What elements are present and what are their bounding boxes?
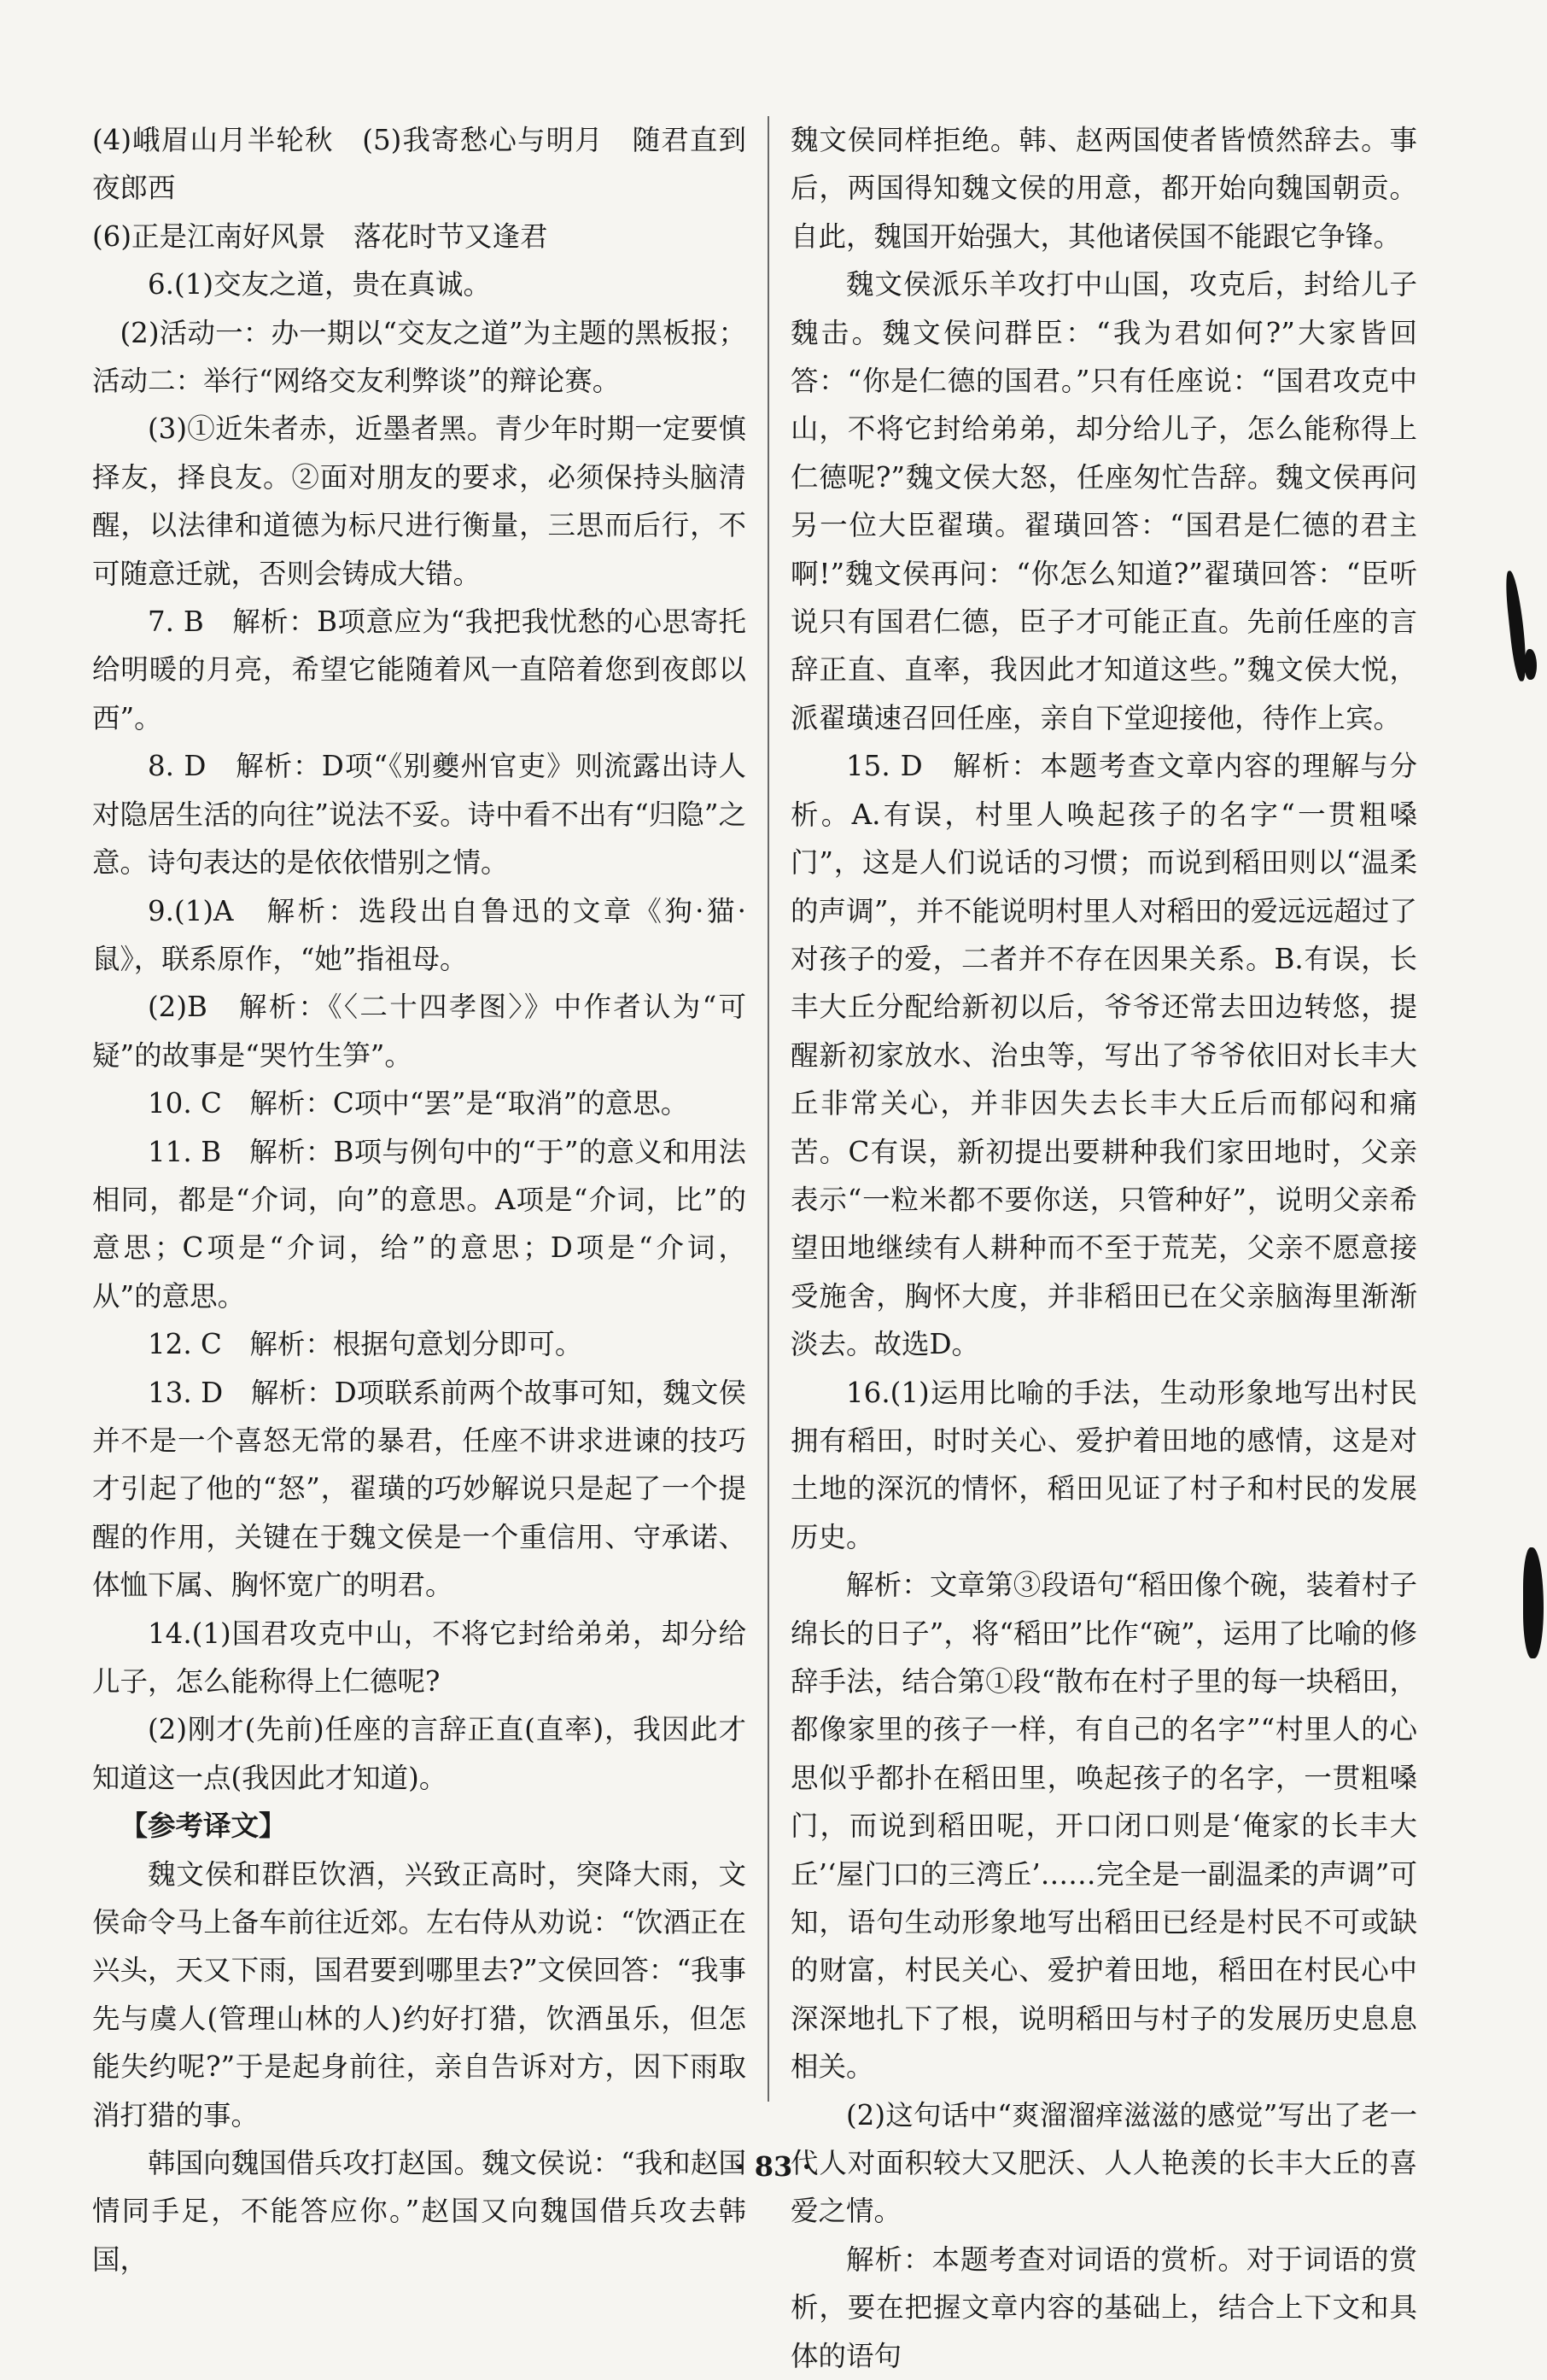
ink-mark <box>1525 649 1537 680</box>
column-divider <box>768 116 769 2102</box>
answer-10: 10. C 解析：C项中“罢”是“取消”的意思。 <box>148 1087 689 1120</box>
answer-line: (6)正是江南好风景 落花时节又逢君 <box>92 219 548 253</box>
answer-16-1: 16.(1)运用比喻的手法，生动形象地写出村民拥有稻田，时时关心、爱护着田地的感情，这是对土地的深沉的情怀，稻田见证了村子和村民的发展历史。 <box>791 1376 1417 1553</box>
translation-heading: 【参考译文】 <box>120 1810 287 1843</box>
answer-6-3: (3)①近朱者赤，近墨者黑。青少年时期一定要慎择友，择良友。②面对朋友的要求，必须保持头脑清醒，以法律和道德为标尺进行衡量，三思而后行，不可随意迁就，否则会铸成大错。 <box>92 412 746 590</box>
answer-16-2-analysis: 解析：本题考查对词语的赏析。对于词语的赏析，要在把握文章内容的基础上，结合上下文和具体的语句 <box>791 2243 1417 2372</box>
ink-mark <box>1523 1547 1544 1658</box>
answer-7: 7. B 解析：B项意应为“我把我忧愁的心思寄托给明暖的月亮，希望它能随着风一直陪着您到夜郎以西”。 <box>92 605 746 734</box>
answer-14-1: 14.(1)国君攻克中山，不将它封给弟弟，却分给儿子，怎么能称得上仁德呢? <box>92 1617 746 1698</box>
left-column <box>92 116 746 2284</box>
answer-8: 8. D 解析：D项“《别夔州官吏》则流露出诗人对隐居生活的向往”说法不妥。诗中看不出有“归隐”之意。诗句表达的是依依惜别之情。 <box>92 750 746 880</box>
translation-paragraph: 韩国向魏国借兵攻打赵国。魏文侯说：“我和赵国情同手足，不能答应你。”赵国又向魏国借兵攻去韩国， <box>92 2147 746 2276</box>
answer-9-2: (2)B 解析：《〈二十四孝图〉》中作者认为“可疑”的故事是“哭竹生笋”。 <box>92 991 746 1072</box>
answer-6-2: (2)活动一：办一期以“交友之道”为主题的黑板报；活动二：举行“网络交友利弊谈”的辩论赛。 <box>92 316 746 398</box>
answer-11: 11. B 解析：B项与例句中的“于”的意义和用法相同，都是“介词，向”的意思。A项是“介词，比”的意思；C项是“介词，给”的意思；D项是“介词，从”的意思。 <box>92 1135 746 1313</box>
right-column <box>791 116 1417 2380</box>
translation-paragraph: 魏文侯同样拒绝。韩、赵两国使者皆愤然辞去。事后，两国得知魏文侯的用意，都开始向魏国朝贡。自此，魏国开始强大，其他诸侯国不能跟它争锋。 <box>791 124 1417 253</box>
page-number: · 83 · <box>735 2150 812 2183</box>
answer-16-1-analysis: 解析：文章第③段语句“稻田像个碗，装着村子绵长的日子”，将“稻田”比作“碗”，运用了比喻的修辞手法，结合第①段“散布在村子里的每一块稻田，都像家里的孩子一样，有自己的名字”“村里人的心思似乎都扑在稻田里，唤起孩子的名字，一贯粗嗓门，而说到稻田呢，开口闭口则是‘俺家的长丰大丘’‘屋门口的三湾丘’……完全是一副温柔的声调”可知，语句生动形象地写出稻田已经是村民不可或缺的财富，村民关心、爱护着田地，稻田在村民心中深深地扎下了根，说明稻田与村子的发展历史息息相关。 <box>791 1569 1417 2084</box>
translation-paragraph: 魏文侯和群臣饮酒，兴致正高时，突降大雨，文侯命令马上备车前往近郊。左右侍从劝说：“饮酒正在兴头，天又下雨，国君要到哪里去?”文侯回答：“我事先与虞人(管理山林的人)约好打猎，饮酒虽乐，但怎能失约呢?”于是起身前往，亲自告诉对方，因下雨取消打猎的事。 <box>92 1857 746 2131</box>
translation-paragraph: 魏文侯派乐羊攻打中山国，攻克后，封给儿子魏击。魏文侯问群臣：“我为君如何?”大家皆回答：“你是仁德的国君。”只有任座说：“国君攻克中山，不将它封给弟弟，却分给儿子，怎么能称得上仁德呢?”魏文侯大怒，任座匆忙告辞。魏文侯再问另一位大臣翟璜。翟璜回答：“国君是仁德的君主啊!”魏文侯再问：“你怎么知道?”翟璜回答：“臣听说只有国君仁德，臣子才可能正直。先前任座的言辞正直、直率，我因此才知道这些。”魏文侯大悦，派翟璜速召回任座，亲自下堂迎接他，待作上宾。 <box>791 268 1417 734</box>
answer-13: 13. D 解析：D项联系前两个故事可知，魏文侯并不是一个喜怒无常的暴君，任座不讲求进谏的技巧才引起了他的“怒”，翟璜的巧妙解说只是起了一个提醒的作用，关键在于魏文侯是一个重信用、守承诺、体恤下属、胸怀宽广的明君。 <box>92 1376 746 1602</box>
answer-14-2: (2)刚才(先前)任座的言辞正直(直率)，我因此才知道这一点(我因此才知道)。 <box>92 1713 746 1794</box>
answer-15: 15. D 解析：本题考查文章内容的理解与分析。A.有误，村里人唤起孩子的名字“一贯粗嗓门”，这是人们说话的习惯；而说到稻田则以“温柔的声调”，并不能说明村里人对稻田的爱远远超过了对孩子的爱，二者并不存在因果关系。B.有误，长丰大丘分配给新初以后，爷爷还常去田边转悠，提醒新初家放水、治虫等，写出了爷爷依旧对长丰大丘非常关心，并非因失去长丰大丘后而郁闷和痛苦。C有误，新初提出要耕种我们家田地时，父亲表示“一粒米都不要你送，只管种好”，说明父亲希望田地继续有人耕种而不至于荒芜，父亲不愿意接受施舍，胸怀大度，并非稻田已在父亲脑海里渐渐淡去。故选D。 <box>791 750 1417 1361</box>
answer-9-1: 9.(1)A 解析：选段出自鲁迅的文章《狗·猫·鼠》，联系原作，“她”指祖母。 <box>92 894 746 975</box>
answer-16-2: (2)这句话中“爽溜溜痒滋滋的感觉”写出了老一代人对面积较大又肥沃、人人艳羡的长丰大丘的喜爱之情。 <box>791 2098 1417 2228</box>
answer-line: (4)峨眉山月半轮秋 (5)我寄愁心与明月 随君直到夜郎西 <box>92 124 746 205</box>
answer-12: 12. C 解析：根据句意划分即可。 <box>148 1328 583 1361</box>
answer-6-1: 6.(1)交友之道，贵在真诚。 <box>148 268 492 301</box>
